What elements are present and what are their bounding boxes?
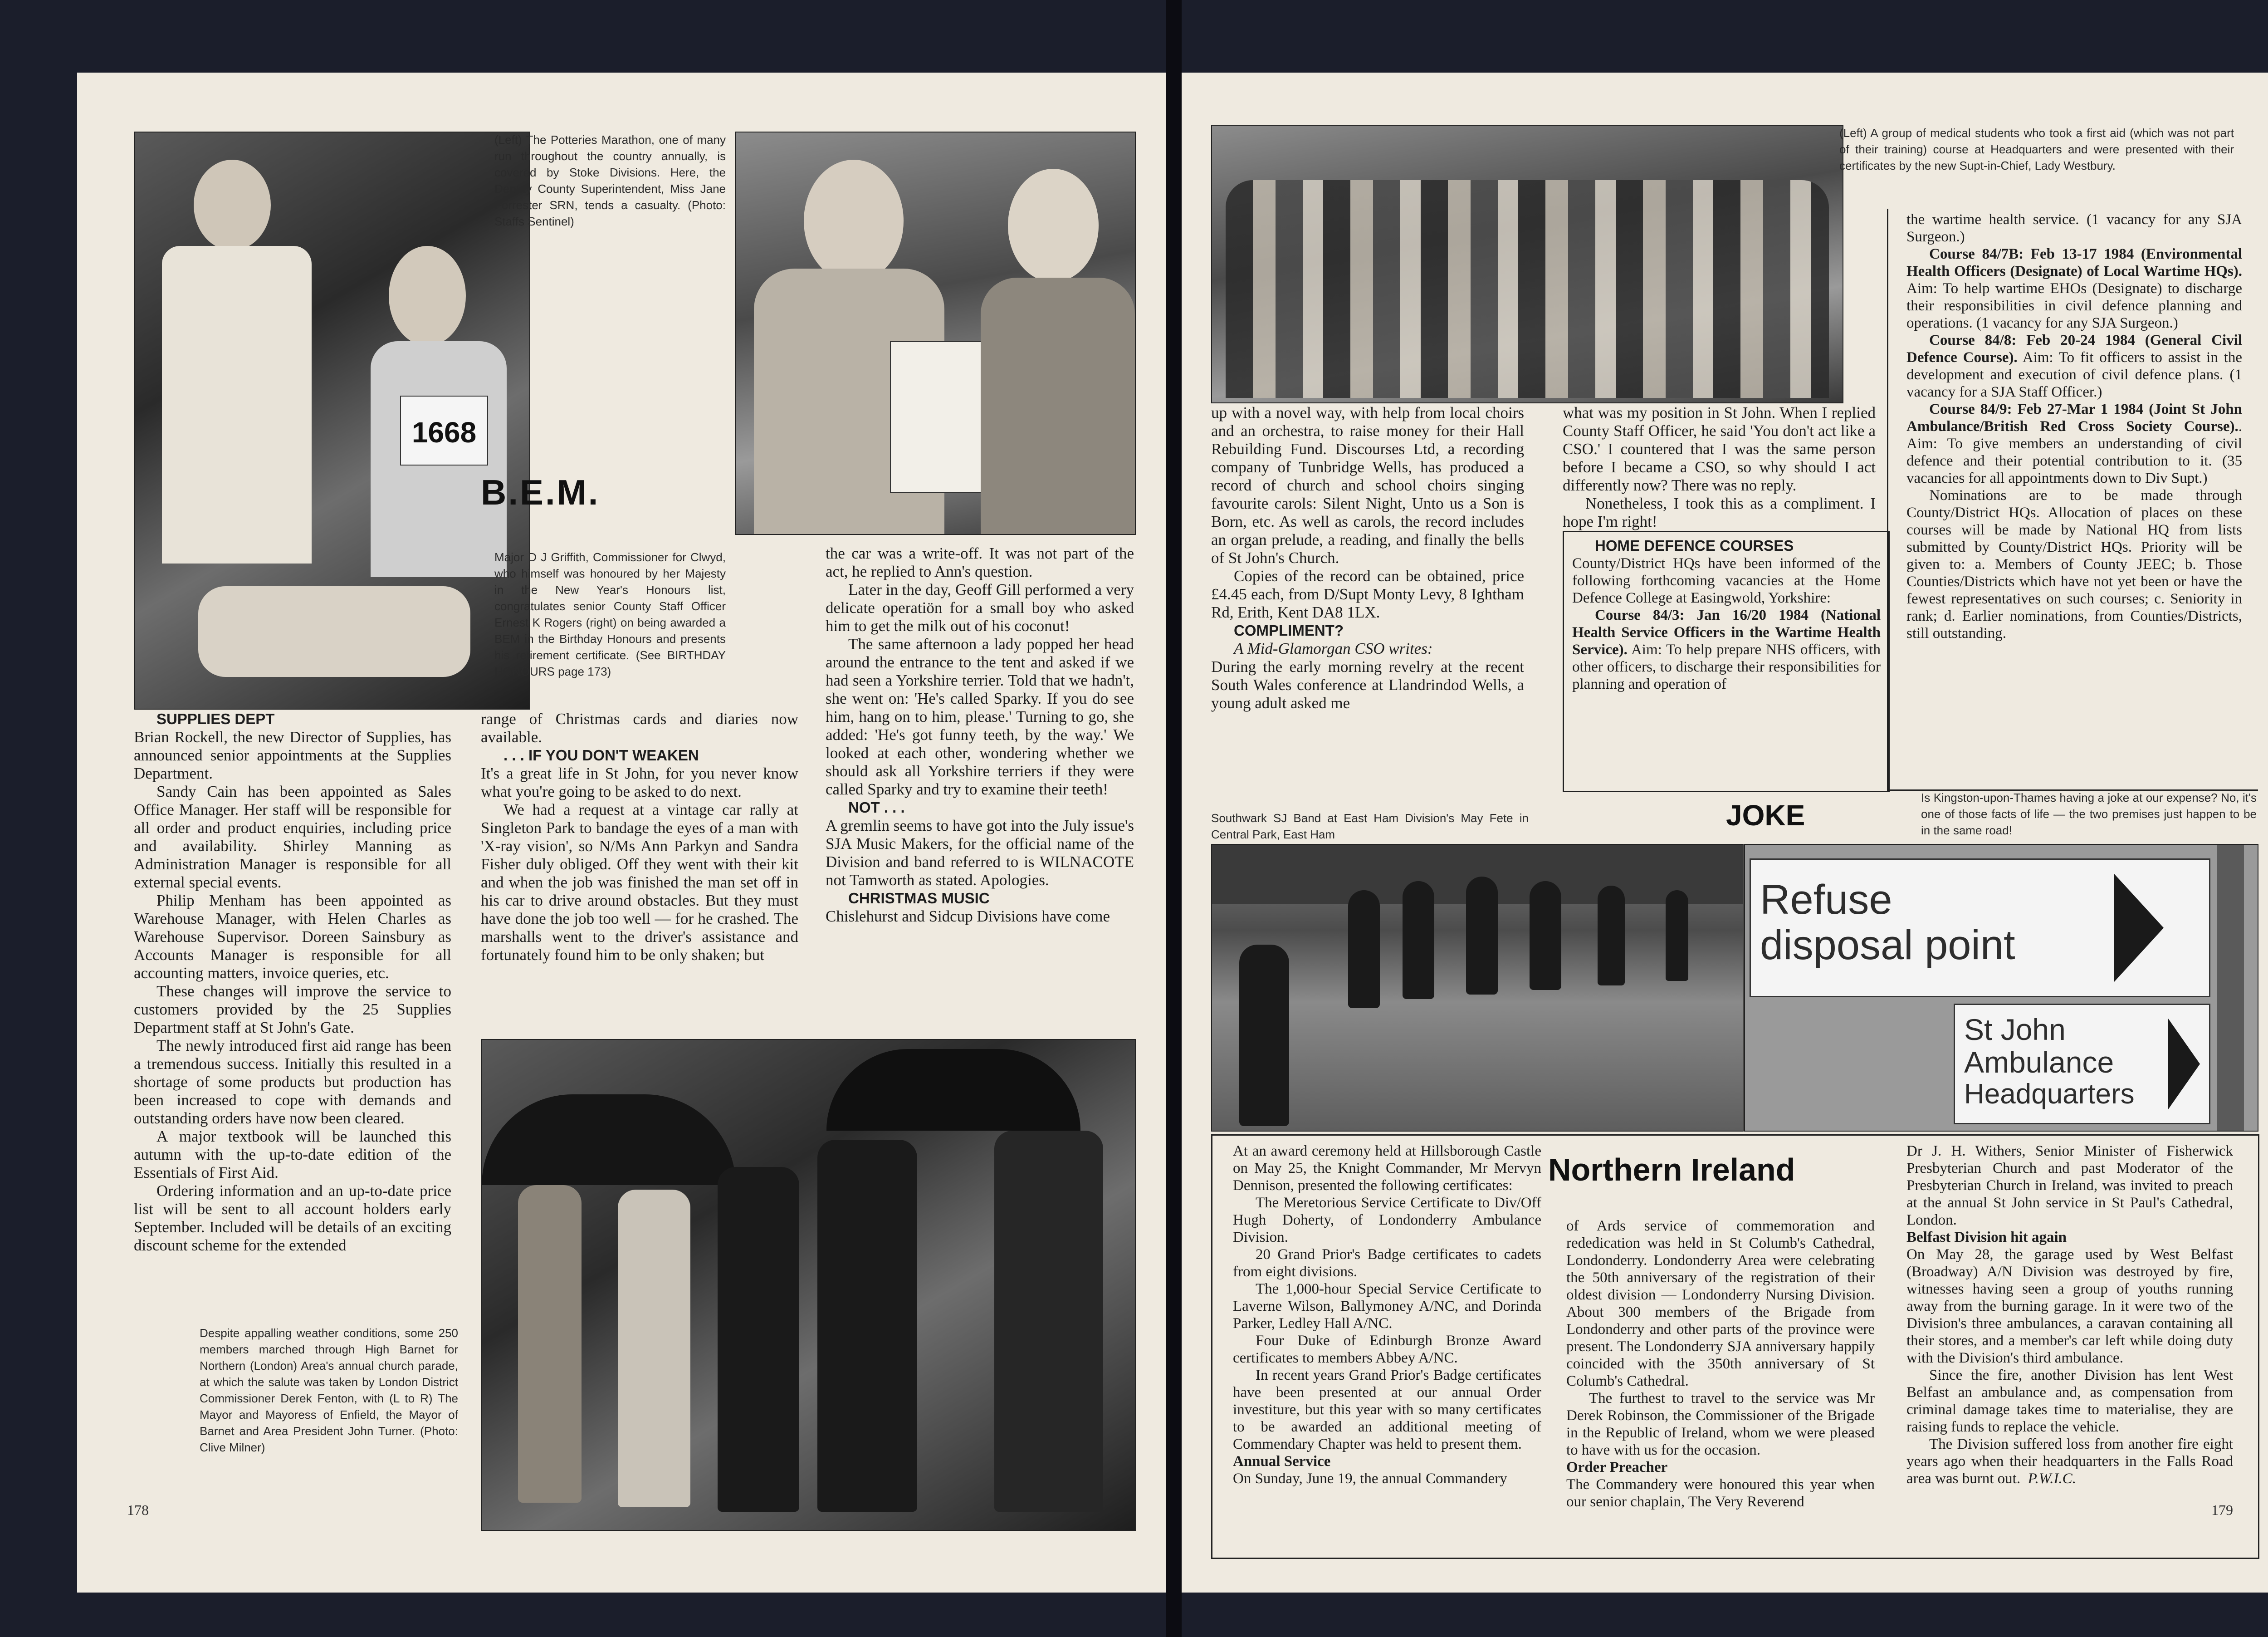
- president-figure: [994, 1131, 1103, 1512]
- supplies-paragraph: Sandy Cain has been appointed as Sales Office Manager. Her staff will be responsible for all order and product enquiries, including price and availability. Shirley Manning as Administration Manager is responsible for all external special events.: [134, 783, 451, 891]
- carols-column: [1211, 404, 1524, 712]
- band-photo: [1211, 844, 1744, 1132]
- carols-paragraph: Copies of the record can be obtained, price £4.45 each, from D/Supt Monty Levy, 8 Ightham Rd, Erith, Kent DA8 1LX.: [1211, 567, 1524, 621]
- not-text: A gremlin seems to have got into the July issue's SJA Music Makers, for the official name of the Division and band referred to is WILNACOTE not Tamworth as stated. Apologies.: [826, 817, 1134, 889]
- supplies-paragraph: Brian Rockell, the new Director of Supplies, has announced senior appointments at the Supplies Department.: [134, 728, 451, 782]
- nominations-paragraph: Nominations are to be made through County/District HQs. Allocation of places on these courses will be made by National HQ from lists submitted by County/District HQs. Priority will be given to: a. Members of County JEEC; b. Those Counties/Districts which have not yet been or have the fewest representatives on such courses; c. Seniority in rank; d. Earlier nominations, from Counties/Districts, still outstanding.: [1906, 487, 2242, 642]
- courses-text: [1906, 211, 2242, 642]
- parade-photo: [481, 1039, 1136, 1531]
- mayor-figure: [718, 1167, 799, 1512]
- course-text: Aim: To help prepare NHS officers, with other officers, to discharge their responsibilities for planning and operation of: [1572, 642, 1881, 692]
- belfast-paragraph: [1906, 1436, 2233, 1487]
- band-member: [1598, 886, 1625, 985]
- joke-signs-photo: [1744, 844, 2258, 1132]
- ni-column-2: [1566, 1217, 1875, 1510]
- certificate: [890, 341, 992, 493]
- magazine-spine: [1166, 0, 1182, 1637]
- courses-box: [1887, 209, 2258, 791]
- ni-paragraph: The furthest to travel to the service was Mr Derek Robinson, the Commissioner of the Brigade in the Republic of Ireland, whom we were pleased to have with us for the occasion.: [1566, 1390, 1875, 1458]
- weaken-paragraph: We had a request at a vintage car rally at Singleton Park to bandage the eyes of a man with 'X-ray vision', so N/Ms Ann Parkyn and Sandra Fisher duly obliged. Off they went with their kit and when the job was finished the man set off in his car to drive around obstacles. But they must have done the job too well — for he crashed. The marshalls went to the driver's assistance and fortunately found him to be only shaken; but: [481, 801, 798, 964]
- joke-caption: Is Kingston-upon-Thames having a joke at our expense? No, it's one of those facts of life — the two premises just happen to be in the same road!: [1921, 791, 2257, 837]
- right-page: [1182, 73, 2268, 1593]
- supplies-paragraph: Philip Menham has been appointed as Warehouse Manager, with Helen Charles as Warehouse Supervisor. Doreen Sainsbury as Accounts Manager is responsible for all accounting matters, invoice queries, etc.: [134, 892, 451, 982]
- annual-service-heading: Annual Service: [1233, 1453, 1331, 1470]
- marathon-photo: [134, 132, 530, 710]
- course-text: Aim: To help wartime EHOs (Designate) to discharge their responsibilities in civil defence planning and operations. (1 vacancy for any SJA Surgeon.): [1906, 280, 2242, 331]
- weaken-heading: . . . IF YOU DON'T WEAKEN: [503, 747, 699, 764]
- bem-caption: Major D J Griffith, Commissioner for Clwyd, who himself was honoured by her Majesty in the New Year's Honours list, congratulates senior County Staff Officer Ernest K Rogers (right) on being awarded a BEM in the Birthday Honours and presents his retirement certificate. (See BIRTHDAY HONOURS page 173): [494, 550, 726, 678]
- northern-ireland-title: Northern Ireland: [1548, 1152, 1795, 1187]
- refuse-sign-line: disposal point: [1760, 922, 2015, 968]
- band-member: [1666, 890, 1688, 981]
- ni-paragraph: of Ards service of commemoration and rededication was held in St Columb's Cathedral, Londonderry. Londonderry Area were celebrating the 50th anniversary of the registration of their oldest division — Londonderry Nursing Division. About 300 members of the Brigade from Londonderry and other parts of the province were present. The Londonderry SJA anniversary happily coincided with the 350th anniversary of St Columb's Cathedral.: [1566, 1218, 1875, 1389]
- band-member: [1403, 881, 1434, 999]
- refuse-sign: [1750, 858, 2210, 997]
- home-defence-intro: County/District HQs have been informed of the following forthcoming vacancies at the Home Defence College at Easingwold, Yorkshire:: [1572, 555, 1881, 606]
- northern-ireland-box: [1211, 1134, 2259, 1559]
- rogers-head: [1008, 169, 1099, 282]
- students-caption: (Left) A group of medical students who took a first aid (which was not part of their training) course at Headquarters and were presented with their certificates by the new Supt-in-Chief, Lady Westbury.: [1839, 126, 2234, 172]
- course-paragraph: [1906, 245, 2242, 332]
- runner-head: [389, 246, 466, 346]
- bem-photo: [735, 132, 1136, 535]
- belfast-paragraph: Since the fire, another Division has lent West Belfast an ambulance and, as compensation from criminal damage takes time to materialise, they are raising funds to replace the vehicle.: [1906, 1367, 2233, 1435]
- annual-service-text: On Sunday, June 19, the annual Commandery: [1233, 1470, 1507, 1487]
- ni-paragraph: In recent years Grand Prior's Badge certificates have been presented at our annual Order investiture, but this year with so many certificates to be awarded an additional meeting of Commendary Chapter was held to present them.: [1233, 1367, 1541, 1452]
- courses-lead: the wartime health service. (1 vacancy for any SJA Surgeon.): [1906, 211, 2242, 245]
- christmas-music-heading: CHRISTMAS MUSIC: [848, 890, 990, 907]
- sign-post: [2217, 845, 2244, 1131]
- ni-paragraph: The Meretorious Service Certificate to Div/Off Hugh Doherty, of Londonderry Ambulance Division.: [1233, 1195, 1541, 1245]
- supplies-heading: SUPPLIES DEPT: [156, 711, 275, 727]
- course-paragraph: [1906, 401, 2242, 487]
- supplies-column: [134, 710, 451, 1255]
- rogers-suit: [981, 278, 1135, 535]
- sparky-column: [826, 544, 1134, 926]
- hq-sign-line: Headquarters: [1964, 1078, 2135, 1110]
- bem-title: B.E.M.: [481, 472, 600, 512]
- belfast-text: The Division suffered loss from another fire eight years ago when their headquarters in the Falls Road area was burnt out.: [1906, 1436, 2233, 1487]
- ni-column-1: [1233, 1142, 1541, 1487]
- compliment-column: [1563, 404, 1876, 531]
- home-defence-heading: HOME DEFENCE COURSES: [1595, 537, 1794, 554]
- commissioner-figure: [817, 1140, 917, 1512]
- supplies-paragraph: The newly introduced first aid range has been a tremendous success. Initially this resulted in a shortage of some products but production has been increased to cope with demands and outstanding orders have now been cleared.: [134, 1037, 451, 1127]
- hq-sign: [1954, 1004, 2210, 1124]
- hq-sign-line: St John: [1964, 1013, 2066, 1046]
- order-preacher-text: The Commandery were honoured this year when our senior chaplain, The Very Reverend: [1566, 1476, 1875, 1510]
- home-defence-text: [1572, 537, 1881, 693]
- marathon-caption: (Left) The Potteries Marathon, one of many run throughout the country annually, is covered by Stoke Divisions. Here, the Deputy County Superintendent, Miss Jane Forrester SRN, tends a casualty. (Photo: Staffs Sentinel): [494, 133, 726, 228]
- order-preacher-heading: Order Preacher: [1566, 1459, 1668, 1475]
- band-member: [1348, 890, 1380, 1008]
- nurse-head: [194, 160, 271, 250]
- band-member: [1239, 945, 1289, 1126]
- compliment-heading: COMPLIMENT?: [1234, 622, 1344, 639]
- course-paragraph: [1906, 332, 2242, 401]
- students-photo: [1211, 125, 1843, 403]
- ni-column-3: [1906, 1142, 2233, 1487]
- supplies-paragraph: A major textbook will be launched this autumn with the up-to-date edition of the Essentials of First Aid.: [134, 1127, 451, 1181]
- compliment-text: During the early morning revelry at the recent South Wales conference at Llandrindod Wells, a young adult asked me: [1211, 658, 1524, 712]
- nurse-apron: [162, 246, 312, 564]
- chevron-right-icon: [2114, 873, 2164, 982]
- belfast-heading: Belfast Division hit again: [1906, 1229, 2067, 1245]
- not-heading: NOT . . .: [848, 799, 905, 816]
- sparky-paragraph: The same afternoon a lady popped her head around the entrance to the tent and asked if we had seen a Yorkshire terrier. Told that we hadn't, she went on: 'He's called Sparky. If you do see him, hang on to him, please.' Turning to go, she added: 'He's got funny teeth, by the way.' We looked at each other, wondering whether we should ask all Yorkshire terriers if they were called Sparky and try to examine their teeth!: [826, 635, 1134, 798]
- umbrella: [482, 1094, 736, 1185]
- band-caption: Southwark SJ Band at East Ham Division's May Fete in Central Park, East Ham: [1211, 811, 1529, 841]
- belfast-paragraph: On May 28, the garage used by West Belfast (Broadway) A/N Division was destroyed by fire, witnesses having seen a group of youths running away from the burning garage. In it were two of the Division's three ambulances, a caravan containing all their stores, and a member's car left while doing duty with the Division's third ambulance.: [1906, 1246, 2233, 1366]
- hq-sign-line: Ambulance: [1964, 1045, 2114, 1079]
- ni-paragraph: The 1,000-hour Special Service Certificate to Laverne Wilson, Ballymoney A/NC, and Dorinda Parker, Ledley Hall A/NC.: [1233, 1281, 1541, 1332]
- joke-title: JOKE: [1726, 799, 1805, 832]
- signoff: P.W.I.C.: [2028, 1470, 2076, 1487]
- runner-legs: [198, 586, 470, 677]
- course-paragraph: [1572, 607, 1881, 693]
- christmas-music-text: Chislehurst and Sidcup Divisions have come: [826, 907, 1110, 925]
- course-title: Course 84/3: Jan 16/20 1984 (National Health Service Officers in the Wartime Health Service).: [1572, 607, 1881, 658]
- runner-bib: [400, 396, 488, 466]
- sparky-paragraph: Later in the day, Geoff Gill performed a very delicate operatiön for a small boy who asked him to get the milk out of his coconut!: [826, 581, 1134, 635]
- supplies-paragraph: These changes will improve the service to customers provided by the 25 Supplies Department staff at St John's Gate.: [134, 982, 451, 1036]
- ni-paragraph: Four Duke of Edinburgh Bronze Award certificates to members Abbey A/NC.: [1233, 1333, 1541, 1366]
- carols-paragraph: up with a novel way, with help from local choirs and an orchestra, to raise money for their Hall Rebuilding Fund. Discourses Ltd, a recording company of Tunbridge Wells, has produced a record of church and school choirs singing favourite carols: Silent Night, Unto us a Son is Born, etc. As well as carols, the record includes an organ prelude, a reading, and finally the bells of St John's Church.: [1211, 404, 1524, 567]
- weaken-column: [481, 710, 798, 964]
- course-text: Aim: To fit officers to assist in the development and execution of civil defence plans. (1 vacancy for a SJA Staff Officer.): [1906, 349, 2242, 400]
- page-number: 179: [2211, 1502, 2233, 1518]
- parade-caption: Despite appalling weather conditions, some 250 members marched through High Barnet for Northern (London) Area's annual church parade, at which the salute was taken by London District Commissioner Derek Fenton, with (L to R) The Mayor and Mayoress of Enfield, the Mayor of Barnet and Area President John Turner. (Photo: Clive Milner): [200, 1326, 458, 1454]
- ni-paragraph: 20 Grand Prior's Badge certificates to cadets from eight divisions.: [1233, 1246, 1541, 1280]
- sparky-paragraph: the car was a write-off. It was not part of the act, he replied to Ann's question.: [826, 544, 1134, 580]
- course-title: Course 84/9: Feb 27-Mar 1 1984 (Joint St John Ambulance/British Red Cross Society Course).: [1906, 401, 2242, 435]
- ni-paragraph: Dr J. H. Withers, Senior Minister of Fisherwick Presbyterian Church and past Moderator of the Presbyterian Church in Ireland, was invited to preach at the annual St John service in St Paul's Cathedral, London.: [1906, 1143, 2233, 1228]
- page-number: 178: [127, 1502, 149, 1518]
- chevron-right-icon: [2168, 1019, 2200, 1109]
- course-title: Course 84/7B: Feb 13-17 1984 (Environmental Health Officers (Designate) of Local Wartime HQs).: [1906, 246, 2242, 279]
- course-text: . Aim: To give members an understanding of civil defence and their potential contribution to it. (35 vacancies for all appointments down to Div Supt.): [1906, 418, 2242, 486]
- refuse-sign-line: Refuse: [1760, 877, 1892, 923]
- griffith-head: [804, 160, 904, 282]
- band-member: [1530, 881, 1561, 990]
- bib-number: 1668: [411, 416, 477, 449]
- compliment-paragraph: what was my position in St John. When I replied County Staff Officer, he said 'You don't act like a CSO.' I countered that I was the same person before I became a CSO, so why should I act differently now? There was no reply.: [1563, 404, 1876, 494]
- compliment-paragraph: Nonetheless, I took this as a compliment. I hope I'm right!: [1563, 495, 1876, 530]
- weaken-paragraph: It's a great life in St John, for you never know what you're going to be asked to do next.: [481, 765, 798, 800]
- supplies-paragraph: Ordering information and an up-to-date price list will be sent to all account holders early September. Included will be details of an exciting discount scheme for the extended: [134, 1182, 451, 1254]
- umbrella: [826, 1049, 1080, 1131]
- mayoress-figure: [518, 1185, 582, 1503]
- course-title: Course 84/8: Feb 20-24 1984 (General Civil Defence Course).: [1906, 332, 2242, 366]
- group-row: [1226, 180, 1829, 398]
- weaken-lead: range of Christmas cards and diaries now available.: [481, 710, 798, 746]
- home-defence-box: [1563, 531, 1890, 792]
- left-page: [77, 73, 1166, 1593]
- compliment-subheading: A Mid-Glamorgan CSO writes:: [1234, 640, 1433, 657]
- ni-paragraph: At an award ceremony held at Hillsborough Castle on May 25, the Knight Commander, Mr Mervyn Dennison, presented the following certificates:: [1233, 1143, 1541, 1194]
- mayoress-figure: [618, 1190, 690, 1507]
- band-member: [1466, 877, 1498, 995]
